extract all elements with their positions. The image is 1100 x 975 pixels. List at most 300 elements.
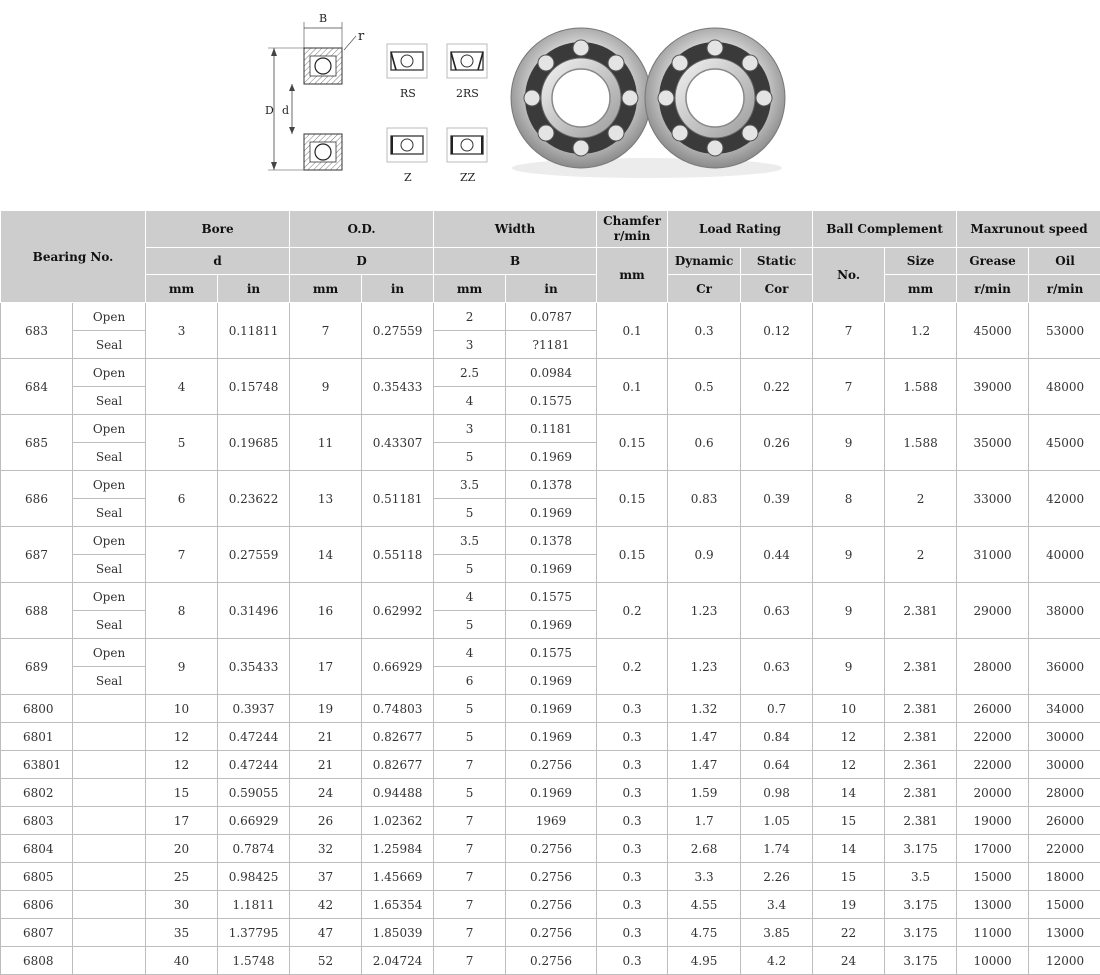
cell-bore-in: 1.1811	[218, 891, 290, 919]
cell-bore-in: 0.15748	[218, 359, 290, 415]
cell-width-in: 0.1575	[506, 639, 597, 667]
cell-chamfer: 0.3	[597, 891, 668, 919]
cell-width-mm: 3.5	[434, 527, 506, 555]
cell-od-in: 0.43307	[362, 415, 434, 471]
cell-w-in: 0.2756	[506, 947, 597, 975]
header-grease: Grease	[957, 248, 1029, 275]
cell-od-in: 0.82677	[362, 723, 434, 751]
cell-cor: 1.74	[741, 835, 813, 863]
seal-type-label-2rs: 2RS	[456, 87, 479, 100]
cell-dynamic-cr: 0.9	[668, 527, 741, 583]
header-row-2	[1, 248, 1100, 275]
table-row	[1, 919, 1100, 947]
cell-cr: 4.95	[668, 947, 741, 975]
cell-bore-in: 1.37795	[218, 919, 290, 947]
cell-dynamic-cr: 1.23	[668, 583, 741, 639]
cell-dynamic-cr: 0.83	[668, 471, 741, 527]
cell-oil-speed: 45000	[1029, 415, 1100, 471]
cell-grease-speed: 45000	[957, 303, 1029, 359]
cell-cr: 1.59	[668, 779, 741, 807]
cell-grease: 17000	[957, 835, 1029, 863]
cell-model: 6804	[1, 835, 73, 863]
cell-ball-no: 8	[813, 471, 885, 527]
header-width: Width	[434, 211, 597, 248]
cell-w-in: 0.2756	[506, 919, 597, 947]
header-dynamic: Dynamic	[668, 248, 741, 275]
cell-static-cor: 0.22	[741, 359, 813, 415]
cell-variant-empty	[73, 947, 146, 975]
dim-label-B: B	[319, 12, 328, 25]
cell-ball-no: 12	[813, 723, 885, 751]
header-chamfer: Chamfer r/min	[597, 211, 668, 248]
cell-cor: 2.26	[741, 863, 813, 891]
cell-model: 6807	[1, 919, 73, 947]
cell-variant-seal: Seal	[73, 331, 146, 359]
header-chamfer-unit: mm	[597, 248, 668, 303]
dim-label-d: d	[282, 104, 290, 117]
cell-model: 686	[1, 471, 73, 527]
cell-w-in: 1969	[506, 807, 597, 835]
cell-oil: 30000	[1029, 751, 1100, 779]
cell-bore-in: 0.7874	[218, 835, 290, 863]
cell-grease-speed: 31000	[957, 527, 1029, 583]
table-row	[1, 807, 1100, 835]
header-load-rating: Load Rating	[668, 211, 813, 248]
cell-variant-open: Open	[73, 359, 146, 387]
cell-variant-open: Open	[73, 415, 146, 443]
cell-ball-size: 3.175	[885, 919, 957, 947]
cell-variant-seal: Seal	[73, 611, 146, 639]
cell-width-in: 0.0787	[506, 303, 597, 331]
cell-chamfer: 0.1	[597, 303, 668, 359]
table-row	[1, 723, 1100, 751]
cell-bore-mm: 30	[146, 891, 218, 919]
cell-cor: 1.05	[741, 807, 813, 835]
cell-grease-speed: 35000	[957, 415, 1029, 471]
cell-ball-size: 3.175	[885, 947, 957, 975]
table-row	[1, 639, 1100, 667]
cell-grease: 15000	[957, 863, 1029, 891]
cell-width-in: 0.1378	[506, 527, 597, 555]
cell-od-in: 0.82677	[362, 751, 434, 779]
shield-type-z-icon	[382, 126, 432, 186]
cell-bore-in: 0.23622	[218, 471, 290, 527]
cell-width-in: 0.0984	[506, 359, 597, 387]
cell-oil-speed: 36000	[1029, 639, 1100, 695]
cell-oil-speed: 48000	[1029, 359, 1100, 415]
cell-w-mm: 7	[434, 807, 506, 835]
cell-ball-size: 2.361	[885, 751, 957, 779]
shield-type-label-z: Z	[404, 171, 412, 184]
cell-chamfer: 0.3	[597, 947, 668, 975]
cell-bore-mm: 9	[146, 639, 218, 695]
cell-model: 6800	[1, 695, 73, 723]
cell-w-mm: 7	[434, 891, 506, 919]
cell-width-mm: 5	[434, 499, 506, 527]
cell-bore-in: 0.59055	[218, 779, 290, 807]
cell-oil-speed: 42000	[1029, 471, 1100, 527]
cell-oil-speed: 53000	[1029, 303, 1100, 359]
cell-cor: 0.84	[741, 723, 813, 751]
cell-bore-mm: 10	[146, 695, 218, 723]
cell-od-mm: 9	[290, 359, 362, 415]
cell-grease: 10000	[957, 947, 1029, 975]
cell-bore-mm: 35	[146, 919, 218, 947]
cell-width-in: ?1181	[506, 331, 597, 359]
cell-cor: 4.2	[741, 947, 813, 975]
cell-chamfer: 0.15	[597, 527, 668, 583]
cell-model: 6806	[1, 891, 73, 919]
cell-ball-no: 14	[813, 779, 885, 807]
header-bore: Bore	[146, 211, 290, 248]
cell-bore-in: 0.31496	[218, 583, 290, 639]
table-row	[1, 835, 1100, 863]
cell-ball-size: 2.381	[885, 639, 957, 695]
header-od-symbol: D	[290, 248, 434, 275]
cell-w-in: 0.2756	[506, 835, 597, 863]
cell-od-in: 1.45669	[362, 863, 434, 891]
cell-od-mm: 14	[290, 527, 362, 583]
cell-bore-mm: 8	[146, 583, 218, 639]
cell-width-mm: 4	[434, 387, 506, 415]
header-bore-mm: mm	[146, 275, 218, 303]
cell-oil: 34000	[1029, 695, 1100, 723]
dim-label-D: D	[265, 104, 274, 117]
cell-variant-empty	[73, 863, 146, 891]
cell-variant-empty	[73, 919, 146, 947]
cell-ball-size: 2.381	[885, 779, 957, 807]
cell-variant-empty	[73, 835, 146, 863]
cell-oil: 12000	[1029, 947, 1100, 975]
cell-cor: 0.64	[741, 751, 813, 779]
cell-width-in: 0.1969	[506, 499, 597, 527]
cell-width-mm: 4	[434, 583, 506, 611]
cell-variant-empty	[73, 723, 146, 751]
header-ball-complement: Ball Complement	[813, 211, 957, 248]
table-row	[1, 891, 1100, 919]
cell-oil: 26000	[1029, 807, 1100, 835]
cell-variant-empty	[73, 779, 146, 807]
cell-w-mm: 7	[434, 751, 506, 779]
cell-model: 6808	[1, 947, 73, 975]
cell-model: 688	[1, 583, 73, 639]
cell-chamfer: 0.3	[597, 779, 668, 807]
cell-width-mm: 5	[434, 443, 506, 471]
cell-grease-speed: 39000	[957, 359, 1029, 415]
cell-variant-empty	[73, 695, 146, 723]
cell-oil-speed: 38000	[1029, 583, 1100, 639]
bearing-spec-table	[0, 210, 1100, 975]
cell-ball-no: 24	[813, 947, 885, 975]
table-row	[1, 359, 1100, 387]
cell-chamfer: 0.3	[597, 835, 668, 863]
cell-chamfer: 0.3	[597, 695, 668, 723]
cell-od-mm: 13	[290, 471, 362, 527]
cell-od-mm: 32	[290, 835, 362, 863]
table-row	[1, 471, 1100, 499]
cell-bore-in: 0.35433	[218, 639, 290, 695]
cell-bore-mm: 6	[146, 471, 218, 527]
cell-grease: 22000	[957, 751, 1029, 779]
bearing-product-photo	[505, 18, 790, 183]
cell-od-in: 0.74803	[362, 695, 434, 723]
cell-width-in: 0.1969	[506, 443, 597, 471]
cell-ball-size: 3.5	[885, 863, 957, 891]
header-grease-unit: r/min	[957, 275, 1029, 303]
cell-variant-seal: Seal	[73, 387, 146, 415]
cell-ball-no: 12	[813, 751, 885, 779]
cell-od-in: 0.27559	[362, 303, 434, 359]
table-row	[1, 303, 1100, 331]
cell-ball-size: 1.588	[885, 359, 957, 415]
header-bore-in: in	[218, 275, 290, 303]
cell-model: 6803	[1, 807, 73, 835]
cell-od-mm: 19	[290, 695, 362, 723]
cell-od-in: 1.25984	[362, 835, 434, 863]
cell-grease: 20000	[957, 779, 1029, 807]
cell-model: 687	[1, 527, 73, 583]
cell-model: 685	[1, 415, 73, 471]
header-ball-no: No.	[813, 248, 885, 303]
cell-bore-in: 0.66929	[218, 807, 290, 835]
cell-ball-no: 15	[813, 807, 885, 835]
cell-bore-in: 0.27559	[218, 527, 290, 583]
cell-static-cor: 0.63	[741, 639, 813, 695]
dim-label-r: r	[358, 29, 365, 44]
cell-cr: 1.47	[668, 751, 741, 779]
cell-static-cor: 0.44	[741, 527, 813, 583]
cell-ball-no: 15	[813, 863, 885, 891]
cell-od-mm: 42	[290, 891, 362, 919]
cell-static-cor: 0.12	[741, 303, 813, 359]
cell-cr: 1.47	[668, 723, 741, 751]
cell-bore-in: 0.3937	[218, 695, 290, 723]
cell-variant-open: Open	[73, 303, 146, 331]
header-width-symbol: B	[434, 248, 597, 275]
cell-width-mm: 3.5	[434, 471, 506, 499]
cell-ball-no: 10	[813, 695, 885, 723]
cell-bore-mm: 5	[146, 415, 218, 471]
cell-oil: 13000	[1029, 919, 1100, 947]
cell-w-in: 0.1969	[506, 779, 597, 807]
cell-width-mm: 5	[434, 611, 506, 639]
header-od-mm: mm	[290, 275, 362, 303]
cell-cor: 0.98	[741, 779, 813, 807]
cell-bore-in: 0.11811	[218, 303, 290, 359]
cell-ball-no: 9	[813, 415, 885, 471]
bearing-cross-section-diagram	[258, 10, 378, 180]
cell-w-mm: 5	[434, 695, 506, 723]
table-row	[1, 947, 1100, 975]
cell-od-mm: 26	[290, 807, 362, 835]
cell-cor: 0.7	[741, 695, 813, 723]
header-max-speed: Maxrunout speed	[957, 211, 1100, 248]
header-ball-size-unit: mm	[885, 275, 957, 303]
cell-variant-seal: Seal	[73, 499, 146, 527]
header-bearing-no: Bearing No.	[1, 211, 146, 303]
cell-bore-mm: 12	[146, 751, 218, 779]
cell-width-mm: 6	[434, 667, 506, 695]
cell-grease: 11000	[957, 919, 1029, 947]
cell-variant-open: Open	[73, 471, 146, 499]
table-row	[1, 583, 1100, 611]
header-row-3	[1, 275, 1100, 303]
cell-ball-no: 9	[813, 527, 885, 583]
cell-bore-mm: 12	[146, 723, 218, 751]
cell-width-mm: 3	[434, 415, 506, 443]
cell-model: 689	[1, 639, 73, 695]
cell-oil: 28000	[1029, 779, 1100, 807]
cell-width-in: 0.1969	[506, 555, 597, 583]
header-oil-unit: r/min	[1029, 275, 1100, 303]
cell-ball-size: 2.381	[885, 695, 957, 723]
cell-od-in: 0.94488	[362, 779, 434, 807]
cell-ball-no: 22	[813, 919, 885, 947]
cell-bore-mm: 4	[146, 359, 218, 415]
cell-bore-mm: 15	[146, 779, 218, 807]
cell-static-cor: 0.39	[741, 471, 813, 527]
cell-od-mm: 24	[290, 779, 362, 807]
cell-chamfer: 0.15	[597, 471, 668, 527]
cell-ball-size: 2	[885, 471, 957, 527]
cell-w-mm: 7	[434, 863, 506, 891]
cell-w-mm: 5	[434, 779, 506, 807]
cell-variant-seal: Seal	[73, 555, 146, 583]
table-row	[1, 863, 1100, 891]
cell-model: 6802	[1, 779, 73, 807]
seal-type-2rs-icon	[442, 42, 492, 102]
cell-od-mm: 37	[290, 863, 362, 891]
cell-chamfer: 0.15	[597, 415, 668, 471]
cell-ball-size: 3.175	[885, 835, 957, 863]
cell-bore-mm: 3	[146, 303, 218, 359]
cell-oil: 30000	[1029, 723, 1100, 751]
shield-type-label-zz: ZZ	[460, 171, 476, 184]
cell-width-in: 0.1378	[506, 471, 597, 499]
seal-type-label-rs: RS	[400, 87, 416, 100]
header-row-1	[1, 211, 1100, 248]
cell-chamfer: 0.3	[597, 807, 668, 835]
cell-grease: 13000	[957, 891, 1029, 919]
cell-od-in: 0.62992	[362, 583, 434, 639]
cell-width-in: 0.1181	[506, 415, 597, 443]
table-row	[1, 695, 1100, 723]
cell-oil-speed: 40000	[1029, 527, 1100, 583]
cell-od-in: 2.04724	[362, 947, 434, 975]
table-row	[1, 751, 1100, 779]
header-width-mm: mm	[434, 275, 506, 303]
cell-ball-size: 1.588	[885, 415, 957, 471]
cell-od-mm: 21	[290, 751, 362, 779]
cell-od-mm: 7	[290, 303, 362, 359]
cell-width-in: 0.1575	[506, 387, 597, 415]
cell-dynamic-cr: 0.3	[668, 303, 741, 359]
cell-bore-in: 1.5748	[218, 947, 290, 975]
cell-chamfer: 0.3	[597, 751, 668, 779]
cell-od-in: 1.02362	[362, 807, 434, 835]
cell-od-mm: 52	[290, 947, 362, 975]
shield-type-zz-icon	[442, 126, 492, 186]
cell-model: 683	[1, 303, 73, 359]
cell-chamfer: 0.2	[597, 639, 668, 695]
cell-od-mm: 47	[290, 919, 362, 947]
cell-w-in: 0.1969	[506, 723, 597, 751]
cell-w-mm: 7	[434, 919, 506, 947]
cell-od-mm: 17	[290, 639, 362, 695]
cell-w-in: 0.2756	[506, 863, 597, 891]
cell-chamfer: 0.3	[597, 723, 668, 751]
cell-variant-seal: Seal	[73, 667, 146, 695]
cell-width-mm: 4	[434, 639, 506, 667]
cell-width-mm: 3	[434, 331, 506, 359]
cell-ball-no: 7	[813, 359, 885, 415]
header-bore-symbol: d	[146, 248, 290, 275]
seal-type-rs-icon	[382, 42, 432, 102]
cell-od-mm: 16	[290, 583, 362, 639]
cell-model: 63801	[1, 751, 73, 779]
cell-chamfer: 0.3	[597, 863, 668, 891]
cell-ball-no: 7	[813, 303, 885, 359]
cell-bore-mm: 17	[146, 807, 218, 835]
cell-variant-seal: Seal	[73, 443, 146, 471]
bearing-left	[511, 28, 651, 168]
table-row	[1, 779, 1100, 807]
cell-bore-mm: 7	[146, 527, 218, 583]
cell-width-in: 0.1575	[506, 583, 597, 611]
cell-cr: 1.7	[668, 807, 741, 835]
cell-bore-in: 0.47244	[218, 751, 290, 779]
cell-variant-open: Open	[73, 583, 146, 611]
cell-w-in: 0.2756	[506, 891, 597, 919]
cell-variant-empty	[73, 891, 146, 919]
cell-cr: 4.75	[668, 919, 741, 947]
cell-ball-size: 2.381	[885, 807, 957, 835]
header-od: O.D.	[290, 211, 434, 248]
cell-static-cor: 0.26	[741, 415, 813, 471]
cell-w-in: 0.2756	[506, 751, 597, 779]
header-ball-size: Size	[885, 248, 957, 275]
cell-od-in: 1.65354	[362, 891, 434, 919]
cell-cr: 3.3	[668, 863, 741, 891]
cell-bore-mm: 25	[146, 863, 218, 891]
cell-od-in: 0.51181	[362, 471, 434, 527]
cell-grease-speed: 29000	[957, 583, 1029, 639]
cell-width-mm: 2	[434, 303, 506, 331]
cell-width-mm: 2.5	[434, 359, 506, 387]
cell-variant-empty	[73, 807, 146, 835]
cell-grease: 19000	[957, 807, 1029, 835]
cell-w-mm: 7	[434, 947, 506, 975]
cell-w-mm: 7	[434, 835, 506, 863]
header-width-in: in	[506, 275, 597, 303]
table-row	[1, 527, 1100, 555]
figure-area	[0, 0, 1100, 210]
cell-bore-in: 0.98425	[218, 863, 290, 891]
cell-ball-no: 14	[813, 835, 885, 863]
cell-dynamic-cr: 0.5	[668, 359, 741, 415]
cell-oil: 15000	[1029, 891, 1100, 919]
cell-model: 6805	[1, 863, 73, 891]
cell-ball-no: 9	[813, 583, 885, 639]
cell-cor: 3.85	[741, 919, 813, 947]
cell-bore-in: 0.19685	[218, 415, 290, 471]
cell-ball-no: 9	[813, 639, 885, 695]
cell-ball-no: 19	[813, 891, 885, 919]
cell-od-mm: 11	[290, 415, 362, 471]
cell-static-cor: 0.63	[741, 583, 813, 639]
cell-od-in: 0.35433	[362, 359, 434, 415]
cell-model: 6801	[1, 723, 73, 751]
